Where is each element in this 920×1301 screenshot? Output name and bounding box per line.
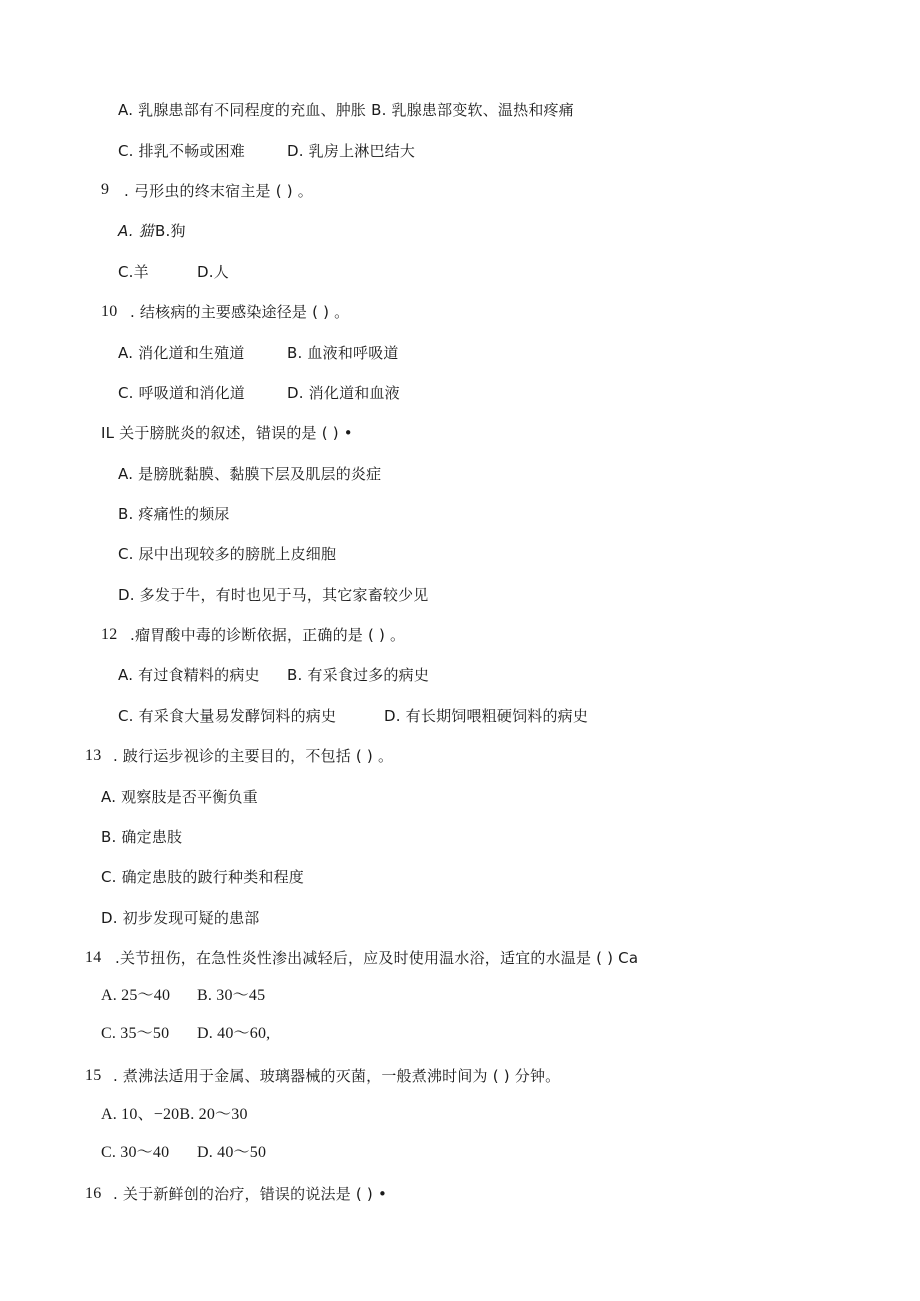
q14-option-a: A. 25～40 [101,987,171,1004]
q14-option-b: B. 30～45 [197,987,266,1004]
q11-option-c: C. 尿中出现较多的膀胱上皮细胞 [118,545,337,563]
q10-option-d: D. 消化道和血液 [287,384,400,402]
q12-option-a: A. 有过食精料的病史 [118,666,260,684]
q13-option-a: A. 观察肢是否平衡负重 [101,788,258,806]
q14-stem: .关节扭伤，在急性炎性渗出减轻后，应及时使用温水浴，适宜的水温是 ( ) Ca [115,949,639,967]
q15-option-ab: A. 10、−20B. 20～30 [101,1106,248,1123]
q13-number: 13 [85,747,102,764]
q14-option-d: D. 40～60, [197,1025,271,1042]
q8-option-c: C. 排乳不畅或困难 [118,142,246,160]
q15-option-d: D. 40～50 [197,1144,267,1161]
q10-stem: . 结核病的主要感染途径是 ( ) 。 [130,303,350,321]
q12-option-c: C. 有采食大量易发酵饲料的病史 [118,707,337,725]
q15-stem: . 煮沸法适用于金属、玻璃器械的灭菌，一般煮沸时间为 ( ) 分钟。 [113,1067,561,1085]
q11-option-d: D. 多发于牛，有时也见于马，其它家畜较少见 [118,586,429,604]
q8-option-ab: A. 乳腺患部有不同程度的充血、肿胀 B. 乳腺患部变软、温热和疼痛 [118,101,574,119]
q13-stem: . 跛行运步视诊的主要目的，不包括 ( ) 。 [113,747,394,765]
q14-number: 14 [85,949,102,966]
q9-option-b: B.狗 [155,222,186,240]
q8-option-d: D. 乳房上淋巴结大 [287,142,416,160]
q10-option-b: B. 血液和呼吸道 [287,344,399,362]
q13-option-c: C. 确定患肢的跛行种类和程度 [101,868,305,886]
q15-number: 15 [85,1067,102,1084]
q9-option-a: A. 猫 [118,222,154,240]
q9-stem: . 弓形虫的终末宿主是 ( ) 。 [124,182,313,200]
q12-stem: .瘤胃酸中毒的诊断依据，正确的是 ( ) 。 [130,626,406,644]
q12-option-d: D. 有长期饲喂粗硬饲料的病史 [384,707,589,725]
q16-number: 16 [85,1185,102,1202]
q9-number: 9 [101,181,110,198]
q11-option-a: A. 是膀胱黏膜、黏膜下层及肌层的炎症 [118,465,382,483]
q13-option-b: B. 确定患肢 [101,828,183,846]
q12-option-b: B. 有采食过多的病史 [287,666,430,684]
q16-stem: . 关于新鲜创的治疗，错误的说法是 ( ) • [113,1185,387,1203]
q15-option-c: C. 30～40 [101,1144,170,1161]
q9-option-d: D.人 [197,263,229,281]
q10-option-c: C. 呼吸道和消化道 [118,384,246,402]
q12-number: 12 [101,626,118,643]
q11-option-b: B. 疼痛性的频尿 [118,505,230,523]
q10-number: 10 [101,303,118,320]
q13-option-d: D. 初步发现可疑的患部 [101,909,260,927]
q9-option-c: C.羊 [118,263,149,281]
q11-stem: IL 关于膀胱炎的叙述，错误的是 ( ) • [101,424,353,442]
q10-option-a: A. 消化道和生殖道 [118,344,245,362]
q14-option-c: C. 35～50 [101,1025,170,1042]
